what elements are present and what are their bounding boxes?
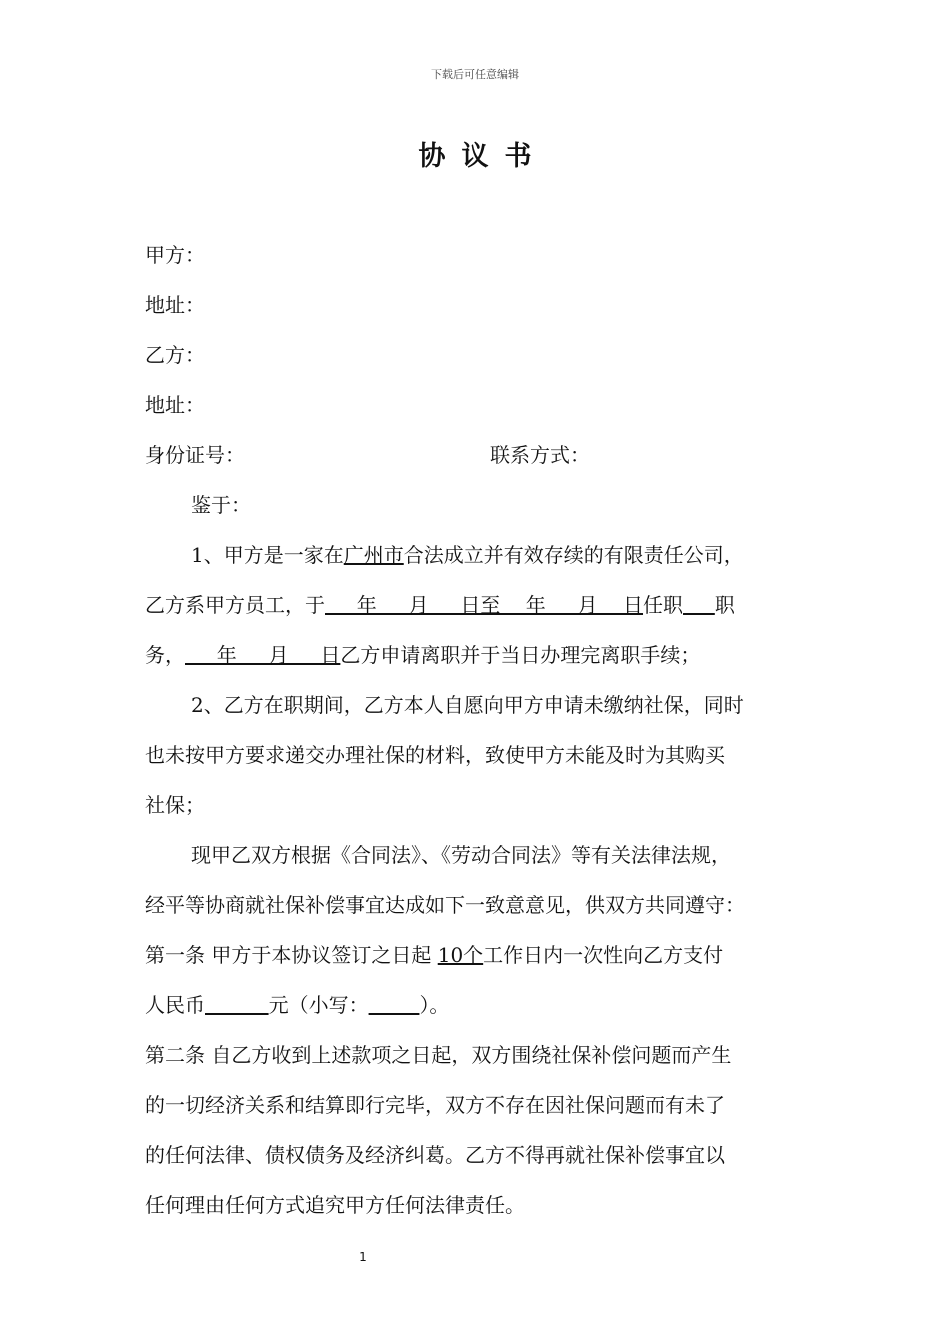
page-number: 1 xyxy=(359,1250,367,1264)
payment-days-value: 10个 xyxy=(437,943,484,967)
article-2-line-1: 第二条 自乙方收到上述款项之日起，双方围绕社保补偿问题而产生 xyxy=(145,1043,732,1067)
id-contact-row xyxy=(145,430,815,480)
clause-1-text: 乙方申请离职并于当日办理完离职手续； xyxy=(340,643,701,667)
city-value: 广州市 xyxy=(343,543,404,567)
address-a-field: 地址： xyxy=(145,293,205,317)
party-a-field: 甲方： xyxy=(145,243,205,267)
clause-1-line-1 xyxy=(145,530,815,580)
document-title: 协议书 xyxy=(418,141,548,172)
clause-1-text: 务， xyxy=(145,643,185,667)
article-2-line-3: 的任何法律、债权债务及经济纠葛。乙方不得再就社保补偿事宜以 xyxy=(145,1143,725,1167)
whereas-label: 鉴于： xyxy=(191,493,251,517)
id-number-field: 身份证号： xyxy=(145,443,245,467)
contact-field: 联系方式： xyxy=(490,443,590,467)
clause-2-line-1: 2、乙方在职期间，乙方本人自愿向甲方申请未缴纳社保，同时 xyxy=(191,693,744,717)
page-header: 下载后可任意编辑 xyxy=(431,68,519,81)
clause-1-text: 职 xyxy=(714,593,735,617)
article-1-line-2 xyxy=(145,980,815,1030)
clause-1-text: 任职 xyxy=(643,593,684,617)
agreement-intro-line-2: 经平等协商就社保补偿事宜达成如下一致意意见，供双方共同遵守： xyxy=(145,893,745,917)
article-1-text: 工作日内一次性向乙方支付 xyxy=(483,943,724,967)
clause-2-line-2: 也未按甲方要求递交办理社保的材料，致使甲方未能及时为其购买 xyxy=(145,743,725,767)
article-1-text: 人民币 xyxy=(145,993,205,1017)
article-2-line-2: 的一切经济关系和结算即行完毕，双方不存在因社保问题而有未了 xyxy=(145,1093,725,1117)
address-b-field: 地址： xyxy=(145,393,205,417)
amount-figures-blank xyxy=(369,993,420,1017)
clause-2-line-3: 社保； xyxy=(145,793,205,817)
agreement-intro-line-1: 现甲乙双方根据《合同法》、《劳动合同法》等有关法律法规， xyxy=(191,843,731,867)
clause-1-text: 乙方系甲方员工，于 xyxy=(145,593,325,617)
employment-dates-blank: 年 月 日至 年 月 日 xyxy=(325,593,644,617)
party-b-field: 乙方： xyxy=(145,343,205,367)
article-1-text: 元（小写： xyxy=(268,993,369,1017)
position-blank xyxy=(683,593,715,617)
clause-1-text: 1、甲方是一家在 xyxy=(191,543,344,567)
amount-words-blank xyxy=(205,993,269,1017)
clause-1-line-2 xyxy=(145,580,815,630)
document-body xyxy=(145,230,815,1230)
resignation-date-blank: 年 月 日 xyxy=(185,643,341,667)
article-1-text: ）。 xyxy=(419,993,450,1017)
clause-1-line-3 xyxy=(145,630,815,680)
article-2-line-4: 任何理由任何方式追究甲方任何法律责任。 xyxy=(145,1193,525,1217)
article-1-line-1 xyxy=(145,930,815,980)
clause-1-text: 合法成立并有效存续的有限责任公司， xyxy=(403,543,744,567)
article-1-text: 第一条 甲方于本协议签订之日起 xyxy=(145,943,438,967)
